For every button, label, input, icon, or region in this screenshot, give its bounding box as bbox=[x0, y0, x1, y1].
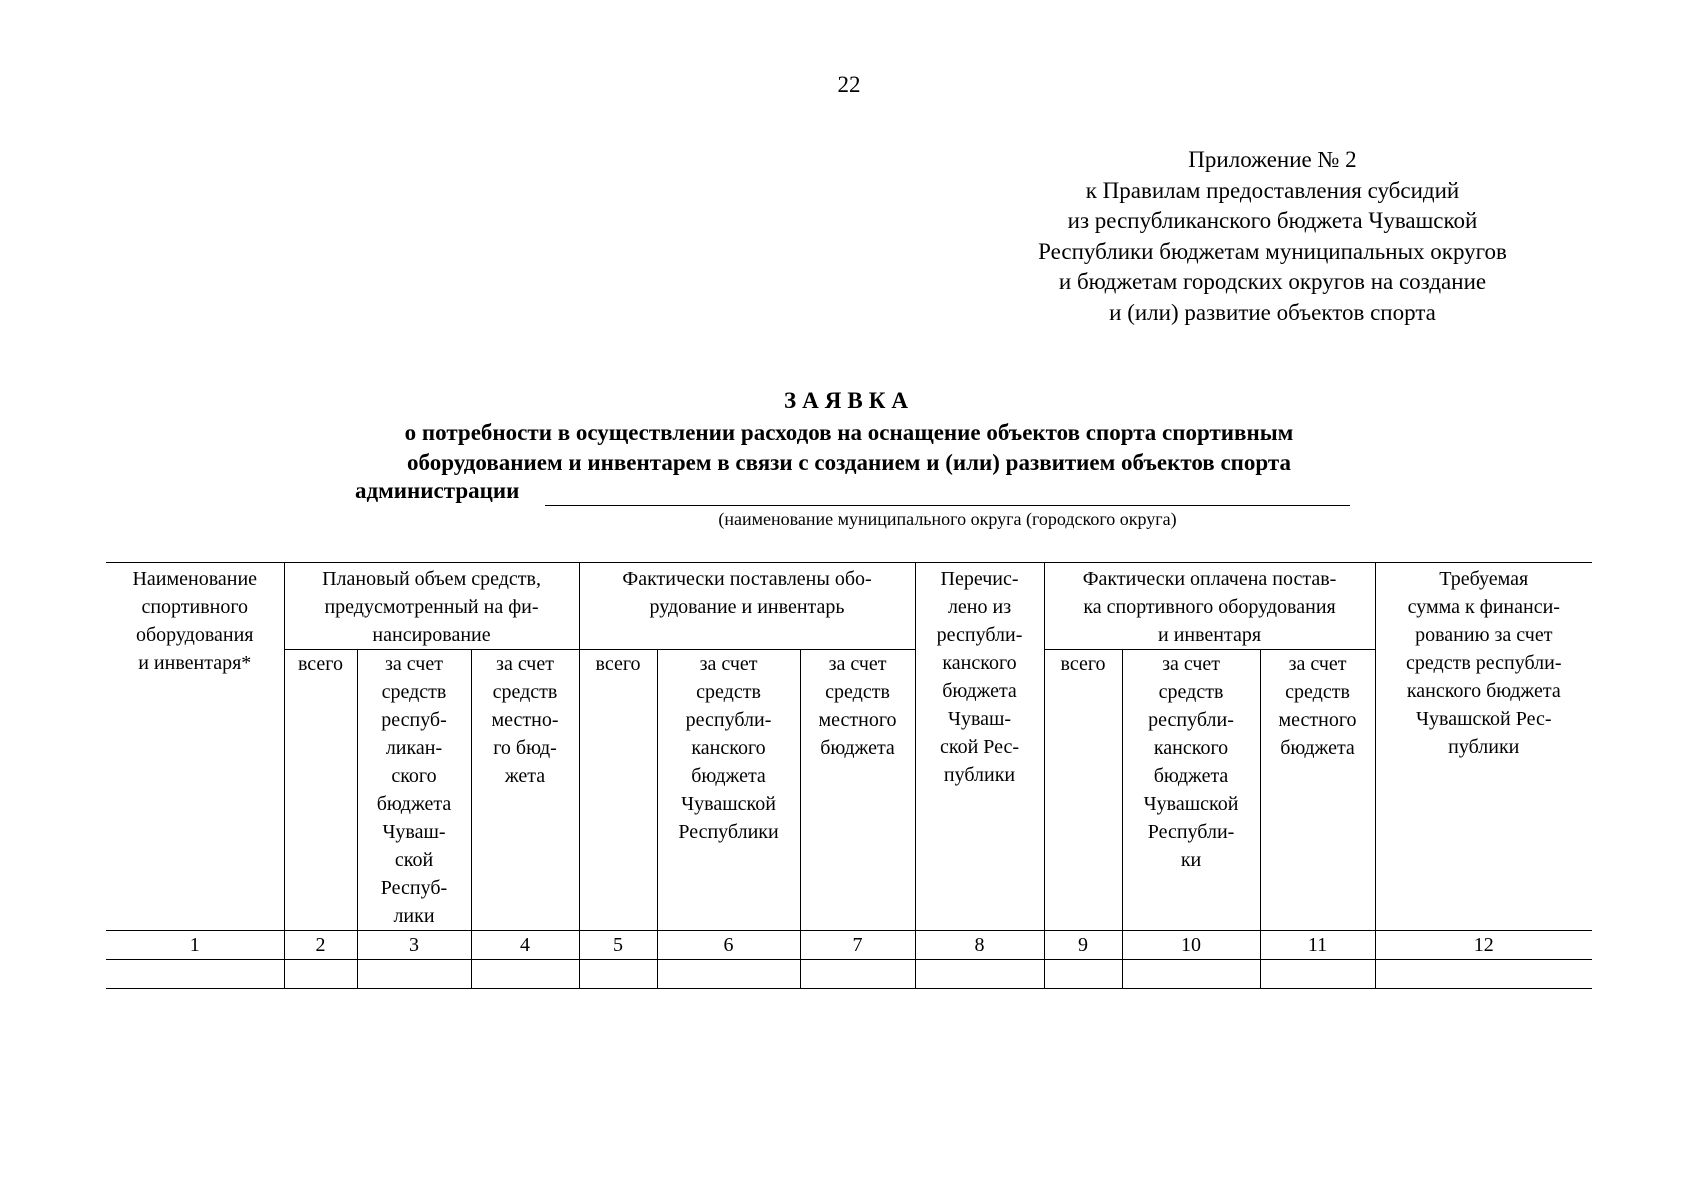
table-cell[interactable] bbox=[471, 960, 579, 989]
column-number: 11 bbox=[1260, 931, 1375, 960]
column-number-row bbox=[106, 931, 1592, 960]
table-row bbox=[106, 960, 1592, 989]
header-paid-local: за счет средств местного бюджета bbox=[1260, 650, 1375, 931]
table-cell[interactable] bbox=[1122, 960, 1260, 989]
column-number: 4 bbox=[471, 931, 579, 960]
appendix-line: и бюджетам городских округов на создание bbox=[1058, 269, 1487, 294]
table-cell[interactable] bbox=[657, 960, 800, 989]
column-number: 9 bbox=[1044, 931, 1122, 960]
admin-caption: (наименование муниципального округа (городского округа) bbox=[718, 509, 1177, 529]
table-cell[interactable] bbox=[915, 960, 1044, 989]
header-delivered-local: за счет средств местного бюджета bbox=[800, 650, 915, 931]
header-paid-total: всего bbox=[1044, 650, 1122, 931]
admin-name-field[interactable] bbox=[545, 505, 1350, 506]
header-delivered-total: всего bbox=[579, 650, 657, 931]
column-number: 3 bbox=[357, 931, 471, 960]
header-planned-funds: Плановый объем средств, предусмотренный на фи- нансирование bbox=[284, 563, 579, 650]
table-cell[interactable] bbox=[284, 960, 357, 989]
admin-label: администрации bbox=[355, 478, 520, 503]
document-title: ЗАЯВКА bbox=[784, 388, 914, 413]
document-subtitle bbox=[0, 418, 1698, 478]
table-cell[interactable] bbox=[579, 960, 657, 989]
column-number: 2 bbox=[284, 931, 357, 960]
column-number: 8 bbox=[915, 931, 1044, 960]
table-cell[interactable] bbox=[1260, 960, 1375, 989]
column-number: 1 bbox=[106, 931, 284, 960]
appendix-block bbox=[985, 145, 1560, 328]
appendix-line: и (или) развитие объектов спорта bbox=[1109, 299, 1436, 325]
header-planned-republic: за счет средств респуб- ликан- ского бюджета Чуваш- ской Респуб- лики bbox=[357, 650, 471, 931]
header-actually-paid: Фактически оплачена постав- ка спортивного оборудования и инвентаря bbox=[1044, 563, 1375, 650]
page-number: 22 bbox=[837, 72, 861, 97]
subtitle-line: оборудованием и инвентарем в связи с созданием и (или) развитием объектов спорта bbox=[407, 450, 1291, 475]
table-cell[interactable] bbox=[106, 960, 284, 989]
column-number: 10 bbox=[1122, 931, 1260, 960]
table-cell[interactable] bbox=[1375, 960, 1592, 989]
column-number: 12 bbox=[1375, 931, 1592, 960]
header-transferred-republic: Перечис- лено из республи- канского бюджета Чуваш- ской Рес- публики bbox=[915, 563, 1044, 931]
header-equipment-name: Наименование спортивного оборудования и инвентаря* bbox=[106, 563, 284, 931]
appendix-line: Приложение № 2 bbox=[1188, 147, 1357, 172]
appendix-line: к Правилам предоставления субсидий bbox=[1085, 177, 1460, 203]
subtitle-line: о потребности в осуществлении расходов на оснащение объектов спорта спортивным bbox=[404, 420, 1294, 445]
table-cell[interactable] bbox=[357, 960, 471, 989]
appendix-line: из республиканского бюджета Чувашской bbox=[1067, 208, 1478, 233]
header-paid-republic: за счет средств республи- канского бюджета Чувашской Республи- ки bbox=[1122, 650, 1260, 931]
appendix-line: Республики бюджетам муниципальных округов bbox=[1038, 238, 1507, 264]
header-planned-total: всего bbox=[284, 650, 357, 931]
header-required-amount: Требуемая сумма к финанси- рованию за счет средств республи- канского бюджета Чувашской Рес- публики bbox=[1375, 563, 1592, 931]
header-planned-local: за счет средств местно- го бюд- жета bbox=[471, 650, 579, 931]
column-number: 6 bbox=[657, 931, 800, 960]
table-cell[interactable] bbox=[1044, 960, 1122, 989]
column-number: 7 bbox=[800, 931, 915, 960]
header-delivered-republic: за счет средств республи- канского бюджета Чувашской Республики bbox=[657, 650, 800, 931]
column-number: 5 bbox=[579, 931, 657, 960]
header-actually-delivered: Фактически поставлены обо- рудование и инвентарь bbox=[579, 563, 915, 650]
request-table bbox=[106, 562, 1592, 989]
table-cell[interactable] bbox=[800, 960, 915, 989]
